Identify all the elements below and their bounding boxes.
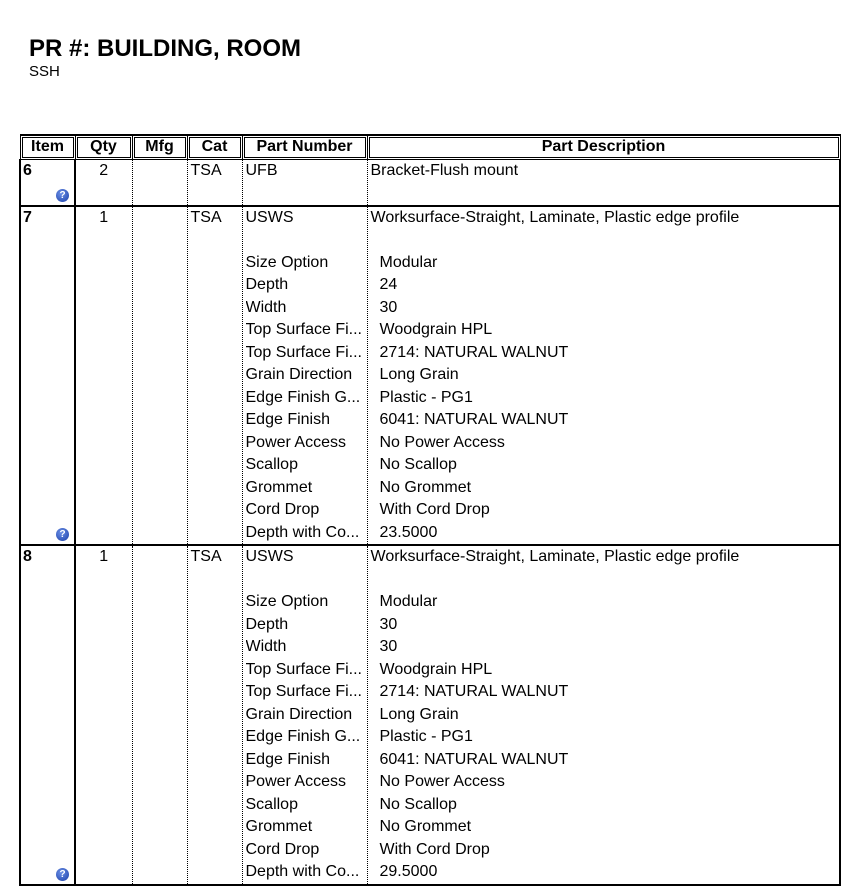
- option-name: Size Option: [245, 253, 329, 271]
- page-title: PR #: BUILDING, ROOM: [29, 35, 302, 62]
- option-name: Power Access: [245, 433, 346, 451]
- option-value: No Grommet: [379, 478, 472, 496]
- option-value: 24: [379, 276, 398, 293]
- option-spacer: [371, 569, 840, 592]
- option-name: Grommet: [245, 818, 313, 835]
- part-number: USWS: [245, 548, 294, 565]
- column-header-part-number: Part Number: [242, 135, 367, 159]
- option-spacer: [246, 569, 367, 592]
- column-header-item: Item: [20, 135, 75, 159]
- table-row: [20, 545, 840, 885]
- option-value: Modular: [379, 253, 438, 271]
- option-name: Depth with Co...: [245, 523, 360, 541]
- option-value: Plastic - PG1: [379, 728, 473, 745]
- cell-item: [20, 159, 75, 206]
- option-value: No Scallop: [379, 456, 457, 473]
- cell-qty: 1: [75, 545, 132, 885]
- option-name: Edge Finish: [245, 411, 330, 428]
- option-value: No Grommet: [379, 818, 472, 835]
- column-header-part-description: Part Description: [367, 135, 840, 159]
- cell-part-description: [367, 159, 840, 206]
- option-spacer: [246, 229, 367, 252]
- table-row: [20, 206, 840, 546]
- option-name: Size Option: [245, 593, 329, 610]
- cell-mfg: [132, 159, 187, 206]
- column-header-cat: Cat: [187, 135, 242, 159]
- cell-cat: TSA: [187, 545, 242, 885]
- option-name: Depth: [245, 276, 289, 293]
- option-name: Top Surface Fi...: [245, 343, 362, 361]
- cell-qty: 1: [75, 206, 132, 546]
- part-description: Worksurface-Straight, Laminate, Plastic edge profile: [370, 208, 740, 226]
- option-name: Power Access: [245, 773, 346, 790]
- option-value: 30: [379, 638, 398, 655]
- column-header-mfg: Mfg: [132, 135, 187, 159]
- cell-part-number: [242, 545, 367, 885]
- part-number: UFB: [245, 161, 278, 179]
- option-value: Long Grain: [379, 705, 459, 723]
- option-name: Top Surface Fi...: [245, 683, 362, 700]
- option-name: Depth: [245, 615, 289, 633]
- cell-mfg: [132, 206, 187, 546]
- cell-cat: TSA: [187, 206, 242, 546]
- option-name: Edge Finish: [245, 750, 330, 768]
- item-number: 8: [23, 548, 32, 565]
- option-name: Cord Drop: [245, 840, 320, 858]
- option-name: Edge Finish G...: [245, 728, 361, 745]
- cell-item: [20, 206, 75, 546]
- item-number: 7: [23, 208, 32, 226]
- option-value: 23.5000: [379, 523, 438, 541]
- cell-part-description: [367, 545, 840, 885]
- help-icon[interactable]: ?: [56, 868, 69, 881]
- option-value: Woodgrain HPL: [379, 660, 493, 678]
- option-value: 6041: NATURAL WALNUT: [379, 750, 569, 768]
- cell-item: [20, 545, 75, 885]
- item-number: 6: [23, 161, 32, 179]
- option-value: 2714: NATURAL WALNUT: [379, 683, 569, 700]
- option-name: Top Surface Fi...: [245, 660, 362, 678]
- option-name: Grain Direction: [245, 366, 353, 383]
- column-header-qty: Qty: [75, 135, 132, 159]
- option-value: 30: [379, 615, 398, 633]
- option-name: Grommet: [245, 478, 313, 496]
- option-value: Modular: [379, 593, 438, 610]
- part-number: USWS: [245, 208, 294, 226]
- parts-table: [19, 134, 841, 886]
- cell-part-number: [242, 206, 367, 546]
- option-value: 29.5000: [379, 863, 438, 880]
- option-name: Width: [245, 638, 287, 655]
- part-description: Worksurface-Straight, Laminate, Plastic edge profile: [370, 548, 740, 565]
- help-icon[interactable]: ?: [56, 189, 69, 202]
- option-value: No Power Access: [379, 433, 505, 451]
- option-name: Edge Finish G...: [245, 388, 361, 406]
- option-value: With Cord Drop: [379, 501, 490, 518]
- option-value: Plastic - PG1: [379, 388, 473, 406]
- help-icon[interactable]: ?: [56, 528, 69, 541]
- cell-cat: TSA: [187, 159, 242, 206]
- option-name: Cord Drop: [245, 501, 320, 518]
- option-value: With Cord Drop: [379, 840, 490, 858]
- option-value: 2714: NATURAL WALNUT: [379, 343, 569, 361]
- cell-part-number: [242, 159, 367, 206]
- option-name: Grain Direction: [245, 705, 353, 723]
- cell-mfg: [132, 545, 187, 885]
- option-spacer: [371, 229, 840, 252]
- parts-table-body: [20, 159, 840, 885]
- part-description: Bracket-Flush mount: [370, 161, 519, 179]
- option-value: Woodgrain HPL: [379, 321, 493, 338]
- page-subtitle: SSH: [29, 63, 60, 80]
- option-name: Depth with Co...: [245, 863, 360, 880]
- option-name: Top Surface Fi...: [245, 321, 362, 338]
- option-value: No Power Access: [379, 773, 505, 790]
- table-row: [20, 159, 840, 206]
- option-value: 6041: NATURAL WALNUT: [379, 411, 569, 428]
- option-name: Width: [245, 298, 287, 316]
- table-header-row: [20, 135, 840, 159]
- option-value: 30: [379, 298, 398, 316]
- cell-qty: 2: [75, 159, 132, 206]
- option-name: Scallop: [245, 456, 298, 473]
- option-name: Scallop: [245, 795, 298, 813]
- option-value: No Scallop: [379, 795, 457, 813]
- option-value: Long Grain: [379, 366, 459, 383]
- cell-part-description: [367, 206, 840, 546]
